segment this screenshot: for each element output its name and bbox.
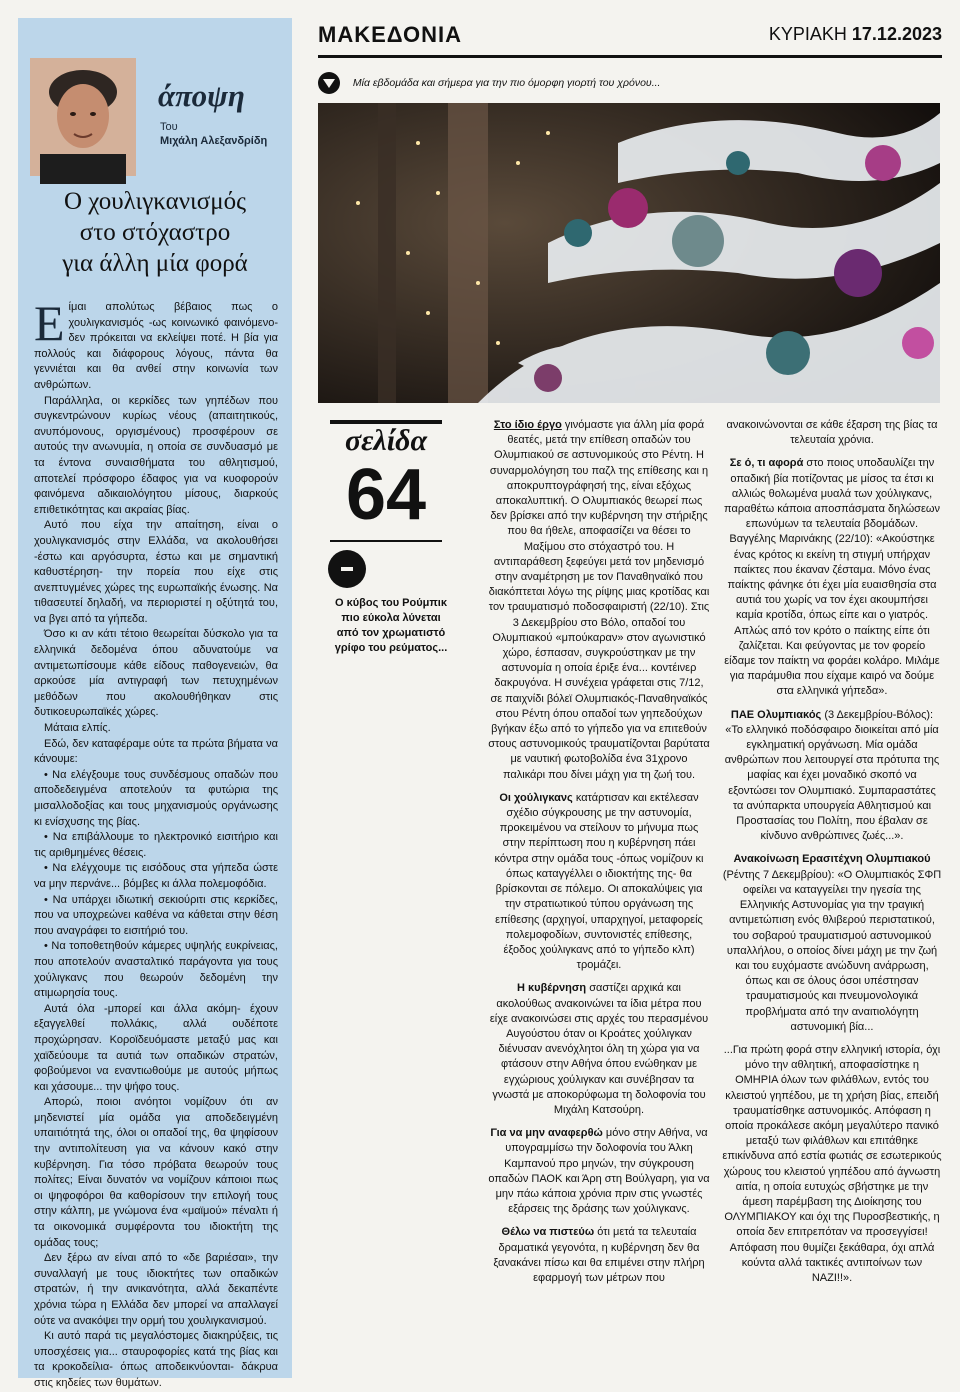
paragraph-text: στο ποιος υποδαυλίζει την οπαδική βία ποτίζοντας με μίσος τα έτσι κι αλλιώς θολωμένα μυαλά των χούλιγκανς, παραθέτω κάποια αποσπάσματα δηλώσεων επωνύμων τα τελευταία βδομάδων. Βαγγέλης Μαρινάκης (22/10): «Ακούστηκε ένας κρότος κι εκείνη τη στιγμή υπήρχαν παίκτες που έκαναν ζέσταμα. Μόνο ένας παίκτης φάνηκε ότι έχει μία ευαισθησία στα αυτιά του χωρίς να τον έχει ακουμπήσει καμία κροτίδα, όπως είπε και ο γιατρός. Απλώς από τον κρότο ο παίκτης είπε ότι ζαλίζεται. Και φεύγοντας με τον φορείο είδαμε τον παίκτη να φοράει κολάρο. Μιλάμε για παράμυθια που είχαμε καιρό να δούμε στα ελληνικά γήπεδα». (724, 457, 940, 698)
paragraph-lead: Για να μην αναφερθώ (490, 1127, 603, 1140)
paragraph-text: (3 Δεκεμβρίου-Βόλος): «Το ελληνικό ποδόσφαιρο διοικείται από μία εγκληματική οργάνωση. Μία ομάδα ανθρώπων που λειτουργεί στα πρότυπα της μαφίας και έχει μοναδικό σκοπό να εξοντώσει τον Ολυμπιακό. Συμπαραστάτες τα ανύπαρκτα υπουργεία Αθλητισμού και Προστασίας του Πολίτη, που έβαλαν σε κίνδυνο ανθρώπινες ζωές...». (724, 708, 940, 843)
paragraph-text: ίμαι απολύτως βέβαιος πως ο χουλιγκανισμός -ως κοινωνικό φαινόμενο- δεν πρόκειται να εκλείψει ποτέ. Η βία για πολλούς και διάφορους λόγους, πάντα θα γεννιέται και θα ανθεί στην κοινωνία των ανθρώπων. (34, 301, 278, 391)
author-name: Μιχάλη Αλεξανδρίδη (160, 135, 268, 147)
article-paragraph (722, 456, 942, 699)
opinion-bullet: • Να επιβάλλουμε το ηλεκτρονικό εισιτήριο και τις αριθμημένες θέσεις. (34, 831, 278, 859)
opinion-paragraph: Εδώ, δεν καταφέραμε ούτε τα πρώτα βήματα να κάνουμε: (34, 737, 278, 766)
paragraph-text: σαστίζει αρχικά και ακολούθως ανακοινώνει τα ίδια μέτρα που είχε ανακοινώσει στις αρχές του περασμένου Αυγούστου όταν οι Κροάτες χούλιγκαν διένυσαν ανενόχλητοι όλη τη χώρα για να φτάσουν στην Αθήνα όπου ενώθηκαν με εγχώριους χούλιγκαν και συνέβησαν τα γνωστά με αποκορύφωμα τη δολοφονία του Μιχάλη Κατσούρη. (489, 982, 709, 1116)
page-number: 64 (345, 455, 427, 535)
paragraph-lead: Στο ίδιο έργο (493, 419, 562, 431)
down-triangle-icon (318, 72, 340, 94)
page-label: σελίδα (344, 424, 428, 457)
paragraph-lead: Σε ό, τι αφορά (729, 457, 804, 470)
article-paragraph (722, 852, 942, 1034)
article-paragraph (488, 418, 710, 783)
opinion-paragraph: Αυτό που είχα την απαίτηση, είναι ο χουλιγκανισμός στην Ελλάδα, να ακολουθήσει -έστω και αργόσυρτα, έστω και με σημαντική καθυστέρηση- την πορεία που είχε στις ανεπτυγμένες χώρες της ευρωπαϊκής ένωσης. Να τιθασευτεί δηλαδή, να περιοριστεί η οξύτητά του, να βγει από τα γήπεδα. (34, 519, 278, 625)
author-photo (30, 58, 136, 176)
author-byline (160, 120, 267, 148)
paragraph-text: (Ρέντης 7 Δεκεμβρίου): «Ο Ολυμπιακός ΣΦΠ οφείλει να καταγγείλει την ηγεσία της Ελληνικής Αστυνομίας για την τραγική αντιμετώπιση ενός θλιβερού περιστατικού, του σοβαρού τραυματισμού αστυνομικού υπαλλήλου, ο οποίος δίνει μάχη με την ζωή και του ευχόμαστε ανώδυνη ανάρρωση, όπως και σε όλους όσοι υπέστησαν τραυματισμούς και πνευμονολογικά προβλήματα από την αναιτιολόγητη αστυνομική βία... (722, 868, 942, 1033)
opinion-bullet: • Να υπάρχει ιδιωτική σεκιούριτι στις κερκίδες, που να υποχρεώνει καθένα να κάθεται στην θέση που αναγράφει το εισιτήριό του. (34, 893, 278, 937)
paragraph-text: ...Για πρώτη φορά στην ελληνική ιστορία, όχι μόνο την αθλητική, αποφασίστηκε η ΟΜΗΡΙΑ όλων των φιλάθλων, εντός του κλειστού γηπέδου, με τη χρήση βίας, επειδή τραυματίσθηκε αστυνομικός. Απόφαση η οποία προκάλεσε ακόμη μεγαλύτερο πανικό μεταξύ των φιλάθλων και επιτάθηκε επικίνδυνα από εστία φωτιάς σε εσωτερικούς χώρους του κλειστού γηπέδου από άγνωστη αιτία, η οποία ευτυχώς σβήστηκε με την άμεση παρέμβαση της Διοίκησης του ΟΛΥΜΠΙΑΚΟΥ και όχι της Πυροσβεστικής, η οποία δεν επιτρεπόταν να προσεγγίσει! Απόφαση που θυμίζει ξεκάθαρα, όχι απλά κούντα αλλά τακτικές αντιποίνων των ΝΑΖΙ!!». (722, 1043, 942, 1284)
photo-caption (318, 72, 942, 94)
paragraph-text: γινόμαστε για άλλη μία φορά θεατές, μετά την επίθεση οπαδών του Ολυμπιακού σε αστυνομικούς στο Ρέντη. Η συναρμολόγηση του παζλ της επίθεσης και η αποκρυπτογράφησή της, είναι εξόχως αποκαλυπτική. Ο Ολυμπιακός θεωρεί πως δεν βρίσκει από την κυβέρνηση την στήριξης που θα ήθελε, αποφασίζει να θέσει το Μαξίμου στο στόχαστρό του. Η αντιπαράθεση ξεφεύγει μετά τον μηδενισμό στην αναμέτρηση με τον Παναθηναϊκό που διακόπτεται λόγω της ρίψης μιας κροτίδας και τον τραυματισμό ποδοσφαιριστή (22/10). Στις 3 Δεκεμβρίου στο Βόλο, οπαδοί του Ολυμπιακού «μπούκαραν» στον αγωνιστικό χώρο, έσπασαν, συγκρούστηκαν με την αστυνομία η οποία έριξε ένα... κοντέινερ δακρυγόνα. Η συνέχεια γράφεται στις 7/12, σε παιχνίδι βόλεϊ Ολυμπιακός-Παναθηναϊκός στου Ρέντη όπου οπαδοί των γηπεδούχων βγήκαν έξω από το γήπεδο για να επιτεθούν στους αστυνομικούς τραυματίζονται βαρύτατα με ναυτική φωτοβολίδα ένα 31χρονο παλικάρι που δίνει μάχη για τη ζωή του. (488, 419, 710, 781)
article-column-2 (722, 418, 942, 1294)
opinion-paragraph: Απορώ, ποιοι ανόητοι νομίζουν ότι αν μηδενιστεί μία ομάδα για αποδεδειγμένη υπαιτιότητά της, όλοι οι οπαδοί της, θα ψηφίσουν την αντιπολίτευση για να κάνουν κακό στην κυβέρνηση. Για τόσο πρόβατα θεωρούν τους πολίτες; Είναι δυνατόν να νομίζουν κάποιοι πως οι ψηφοφόροι θα καθορίσουν την επιλογή τους στην κάλπη, με γνώμονα ένα «μαϊμού» πέναλτι ή τα οικονομικά συμφέροντα του ιδιοκτήτη της ομάδας τους; (34, 1096, 278, 1249)
opinion-bullet: • Να τοποθετηθούν κάμερες υψηλής ευκρίνειας, που αποτελούν ανασταλτικό παράγοντα για τους χούλιγκανς που θεωρούν δεδομένη την ατιμωρησία τους. (34, 940, 278, 1000)
headline-line: Ο χουλιγκανισμός (63, 188, 247, 215)
article-paragraph (722, 418, 942, 448)
article-column-1 (488, 418, 710, 1294)
issue-day: ΚΥΡΙΑΚΗ (768, 24, 847, 44)
headline-line: στο στόχαστρο (79, 219, 231, 246)
opinion-paragraph: Μάταια ελπίς. (44, 722, 111, 735)
opinion-bullet: • Να ελέγξουμε τους συνδέσμους οπαδών που αποδεδειγμένα αποτελούν τα φυτώρια της μισαλλοδοξίας και τους μηχανισμούς οργάνωσης κι ενίσχυσης της βίας. (34, 768, 278, 828)
article-paragraph (722, 1043, 942, 1286)
opinion-paragraph: Παράλληλα, οι κερκίδες των γηπέδων που συγκεντρώνουν κυρίως νέους (απαιτητικούς, ανυπόμονους, οργισμένους) προσφέρουν σε αυτούς την ανωνυμία, η οποία σε συνδυασμό με τα έντονα συναισθήματα του αθλητισμού, αποτελεί πρόσφορο έδαφος για να κυοφορούν φαινόμενα αδικαιολόγητου μίσους, διαρκούς επιθετικότητας και ακραίας βίας. (34, 394, 278, 516)
article-paragraph (488, 981, 710, 1118)
christmas-tree-photo (318, 103, 940, 403)
headline-line: για άλλη μία φορά (62, 250, 248, 277)
opinion-paragraph (34, 295, 278, 394)
opinion-paragraph: Δεν ξέρω αν είναι από το «δε βαριέσαι», την συναλλαγή με τους ιδιοκτήτες των οπαδικών στρατών, ή την ανικανότητα, αλλά δεκαπέντε χρόνια τώρα η Ελλάδα δεν μπορεί να απαλλαγεί ούτε να ανακόψει την ορμή του χουλιγκανισμού. (34, 1252, 278, 1327)
article-paragraph (722, 708, 942, 845)
opinion-label: άποψη (158, 78, 245, 113)
paragraph-lead: Η κυβέρνηση (517, 982, 587, 995)
opinion-column (18, 18, 292, 1389)
paragraph-lead: Οι χούλιγκανς (499, 791, 573, 804)
paragraph-text: ανακοινώνονται σε κάθε έξαρση της βίας τα τελευταία χρόνια. (726, 419, 938, 447)
issue-date-value: 17.12.2023 (851, 24, 942, 44)
byline-prefix: Του (160, 121, 178, 133)
masthead (318, 18, 942, 58)
minus-icon (328, 550, 366, 588)
paragraph-lead: ΠΑΕ Ολυμπιακός (730, 708, 822, 721)
article-paragraph (488, 791, 710, 973)
article-paragraph (488, 1225, 710, 1286)
opinion-paragraph: Αυτά όλα -μπορεί και άλλα ακόμη- έχουν εξαγγελθεί πολλάκις, αλλά ουδέποτε προχώρησαν. Κοροϊδευόμαστε μεταξύ μας και χαϊδεύουμε τα αυτιά των οπαδικών στρατών, φοβούμενοι να εναντιωθούμε με αυτούς μήπως και χάσουμε... την ψήφο τους. (34, 1002, 278, 1093)
opinion-paragraph: Κι αυτό παρά τις μεγαλόστομες διακηρύξεις, τις υποσχέσεις για... σταυροφορίες κατά της βίας και τα κροκοδείλια- όπως αποδεικνύονται- δάκρυα στις κηδείες των θυμάτων. (34, 1330, 278, 1389)
opinion-headline (18, 186, 292, 279)
caption-text: Μία εβδομάδα και σήμερα για την πιο όμορφη γιορτή του χρόνου... (352, 76, 661, 89)
paragraph-text: μόνο στην Αθήνα, να υπογραμμίσω την δολοφονία του Άλκη Καμπανού προ μηνών, την σύγκρουση οπαδών ΠΑΟΚ και Άρη στη Βούλγαρη, για να μην πάω κάποια χρόνια πριν στις γνωστές εξάρσεις της δράσης των χούλιγκανς. (488, 1127, 710, 1216)
paragraph-text: κατάρτισαν και εκτέλεσαν σχέδιο σύγκρουσης με την αστυνομία, προκειμένου να στείλουν το μήνυμα πως στην περίπτωση που η κυβέρνηση πάει κόντρα στην ομάδα τους -όπως νομίζουν κι όπως καταγγέλλει ο ιδιοκτήτης της- θα βρίσκονται σε πόλεμο. Οι αποκαλύψεις για την στρατιωτικού τύπου οργάνωση της επίθεσης (αρχηγοί, υπαρχηγοί, μεταφορείς πολεμοφοδίων, συντονιστές επίθεσης, έξοδος χούλιγκανς από το γήπεδο κλπ) τρομάζει. (494, 791, 704, 972)
paragraph-text: ότι μετά τα τελευταία δραματικά γεγονότα, η κυβέρνηση δεν θα ξανακάνει πίσω και θα επιμένει στην πλήρη εφαρμογή των μέτρων που (493, 1226, 705, 1284)
paragraph-lead: Θέλω να πιστεύω (501, 1226, 595, 1239)
opinion-body (34, 295, 278, 1392)
newspaper-name: ΜΑΚΕΔΟΝΙΑ (318, 22, 462, 47)
paragraph-lead: Ανακοίνωση Ερασιτέχνη Ολυμπιακού (733, 853, 931, 866)
issue-date (769, 24, 942, 45)
drop-cap: Ε (34, 295, 65, 351)
side-quote: Ο κύβος του Ρούμπικ πιο εύκολα λύνεται από τον χρωματιστό γρίφο του ρεύματος... (334, 597, 448, 654)
article-paragraph (488, 1126, 710, 1217)
opinion-bullet: • Να ελέγχουμε τις εισόδους στα γήπεδα ώστε να μην περνάνε... βόμβες κι άλλα πολεμοφόδια. (34, 862, 278, 890)
opinion-paragraph: Όσο κι αν κάτι τέτοιο θεωρείται δύσκολο για τα ελληνικά δεδομένα όπου αδυνατούμε να αντιμετωπίσουμε κάθε είδους παθογενειών, θα αρκούσε μία αντιγραφή των πετυχημένων μεθόδων που ακολουθήθηκαν στις δυτικοευρωπαϊκές χώρες. (34, 628, 278, 719)
